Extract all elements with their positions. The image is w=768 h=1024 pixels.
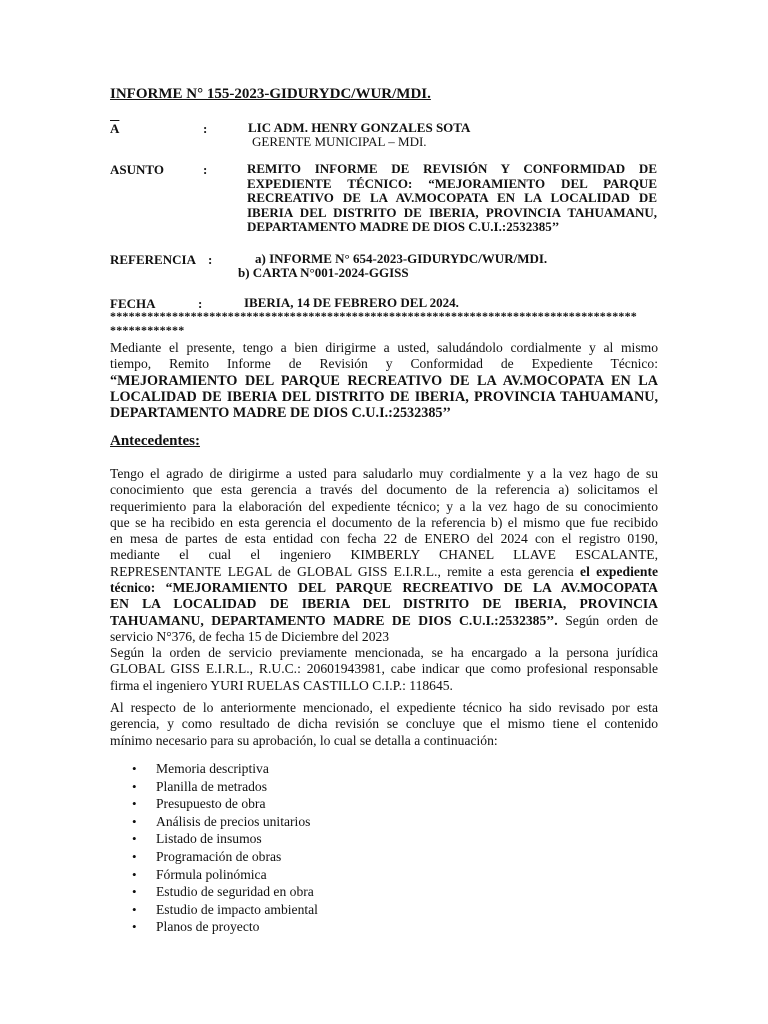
paragraph-line: en mesa de partes de esta entidad con fecha 22 de ENERO del 2024 con el registro 0190, <box>110 531 658 547</box>
bullet-icon: • <box>132 884 137 900</box>
list-item <box>132 795 318 813</box>
addressee-name: LIC ADM. HENRY GONZALES SOTA <box>248 120 471 135</box>
subject-text <box>247 162 657 235</box>
date-colon: : <box>198 296 203 311</box>
list-item-label: Programación de obras <box>156 848 282 864</box>
bullet-icon: • <box>132 813 137 829</box>
paragraph-line: gerencia, y como resultado de dicha revisión se concluye que el mismo tiene el contenido <box>110 716 658 732</box>
list-item <box>132 778 318 796</box>
background-paragraph-1 <box>110 466 658 645</box>
separator-line: ************ <box>110 324 185 337</box>
project-text: TAHUAMANU, DEPARTAMENTO MADRE DE DIOS C.U.I.:2532385’’. <box>110 612 558 628</box>
addressee-label: $\overline{A}$ <box>110 121 120 136</box>
subject-line: DEPARTAMENTO MADRE DE DIOS C.U.I.:2532385’’ <box>247 219 560 234</box>
addressee-colon: : <box>203 121 208 136</box>
reference-b: b) CARTA N°001-2024-GGISS <box>238 265 409 280</box>
list-item-label: Estudio de seguridad en obra <box>156 884 314 900</box>
list-item-label: Listado de insumos <box>156 831 262 847</box>
list-item-label: Memoria descriptiva <box>156 761 269 776</box>
paragraph-line: requerimiento para la elaboración del expediente técnico; y a la vez hago de su conocimiento <box>110 498 658 514</box>
subject-line: IBERIA DEL DISTRITO DE IBERIA, PROVINCIA TAHUAMANU, <box>247 204 657 220</box>
list-item-label: Presupuesto de obra <box>156 796 266 812</box>
separator-line: ************************************************************************************* <box>110 310 637 323</box>
intro-project-line: “MEJORAMIENTO DEL PARQUE RECREATIVO DE LA AV.MOCOPATA EN LA <box>110 372 658 389</box>
documents-list <box>132 760 318 936</box>
list-item <box>132 830 318 848</box>
paragraph-line: Tengo el agrado de dirigirme a usted para saludarlo muy cordialmente y a la vez hago de su <box>110 466 658 481</box>
list-item-label: Fórmula polinómica <box>156 866 267 882</box>
bullet-icon: • <box>132 778 137 794</box>
intro-project-line: LOCALIDAD DE IBERIA DEL DISTRITO DE IBERIA, PROVINCIA TAHUAMANU, <box>110 388 658 405</box>
background-paragraph-3 <box>110 700 658 749</box>
background-paragraph-2 <box>110 645 658 694</box>
list-item <box>132 883 318 901</box>
bullet-icon: • <box>132 901 137 917</box>
paragraph-line: mediante el cual el ingeniero KIMBERLY CHANEL LLAVE ESCALANTE, <box>110 547 658 563</box>
paragraph-line: conocimiento que esta gerencia a través del documento de la referencia a) solicitamos el <box>110 482 658 498</box>
reference-label: REFERENCIA <box>110 252 196 267</box>
paragraph-text: REPRESENTANTE LEGAL de GLOBAL GISS E.I.R.L., remite a esta gerencia <box>110 563 574 579</box>
list-item <box>132 760 318 778</box>
bullet-icon: • <box>132 866 137 882</box>
subject-label: ASUNTO <box>110 162 164 177</box>
paragraph-line: Al respecto de lo anteriormente mencionado, el expediente técnico ha sido revisado por esta <box>110 700 658 715</box>
paragraph-line: firma el ingeniero YURI RUELAS CASTILLO C.I.P.: 118645. <box>110 677 453 693</box>
subject-line: REMITO INFORME DE REVISIÓN Y CONFORMIDAD DE <box>247 161 657 176</box>
list-item <box>132 848 318 866</box>
list-item-label: Estudio de impacto ambiental <box>156 901 318 917</box>
bullet-icon: • <box>132 848 137 864</box>
intro-paragraph <box>110 340 658 421</box>
paragraph-line: servicio N°376, de fecha 15 de Diciembre del 2023 <box>110 628 390 644</box>
list-item <box>132 918 318 936</box>
project-line: EN LA LOCALIDAD DE IBERIA DEL DISTRITO DE IBERIA, PROVINCIA <box>110 596 658 612</box>
paragraph-line <box>110 613 658 629</box>
paragraph-line: Según la orden de servicio previamente mencionada, se ha encargado a la persona jurídica <box>110 645 658 660</box>
addressee-role: GERENTE MUNICIPAL – MDI. <box>252 134 427 149</box>
subject-colon: : <box>203 162 208 177</box>
date-label: FECHA <box>110 296 156 311</box>
list-item <box>132 901 318 919</box>
bullet-icon: • <box>132 919 137 935</box>
emphasis-text: el expediente <box>580 563 659 579</box>
project-line: técnico: “MEJORAMIENTO DEL PARQUE RECREATIVO DE LA AV.MOCOPATA <box>110 580 658 596</box>
subject-line: RECREATIVO DE LA AV.MOCOPATA EN LA LOCALIDAD DE <box>247 190 657 205</box>
intro-line: Mediante el presente, tengo a bien dirigirme a usted, saludándolo cordialmente y al mismo <box>110 340 658 355</box>
paragraph-line: que se ha recibido en esta gerencia el documento de la referencia b) el mismo que fue recibido <box>110 514 658 530</box>
background-heading: Antecedentes: <box>110 433 200 449</box>
intro-project-line: DEPARTAMENTO MADRE DE DIOS C.U.I.:2532385’’ <box>110 405 451 422</box>
list-item-label: Planos de proyecto <box>156 919 260 935</box>
date-value: IBERIA, 14 DE FEBRERO DEL 2024. <box>244 295 459 310</box>
bullet-icon: • <box>132 831 137 847</box>
reference-a: a) INFORME N° 654-2023-GIDURYDC/WUR/MDI. <box>255 251 548 266</box>
paragraph-line <box>110 564 658 580</box>
intro-line: tiempo, Remito Informe de Revisión y Conformidad de Expediente Técnico: <box>110 356 658 372</box>
paragraph-text: Según orden de <box>565 612 658 628</box>
list-item <box>132 866 318 884</box>
list-item-label: Planilla de metrados <box>156 778 267 794</box>
subject-line: EXPEDIENTE TÉCNICO: “MEJORAMIENTO DEL PARQUE <box>247 175 657 191</box>
report-title: INFORME N° 155-2023-GIDURYDC/WUR/MDI. <box>110 86 431 102</box>
reference-colon: : <box>208 252 213 267</box>
bullet-icon: • <box>132 761 137 776</box>
list-item <box>132 813 318 831</box>
bullet-icon: • <box>132 796 137 812</box>
paragraph-line: GLOBAL GISS E.I.R.L., R.U.C.: 20601943981, cabe indicar que como profesional responsable <box>110 661 658 677</box>
paragraph-line: mínimo necesario para su aprobación, lo cual se detalla a continuación: <box>110 732 498 748</box>
list-item-label: Análisis de precios unitarios <box>156 813 311 829</box>
